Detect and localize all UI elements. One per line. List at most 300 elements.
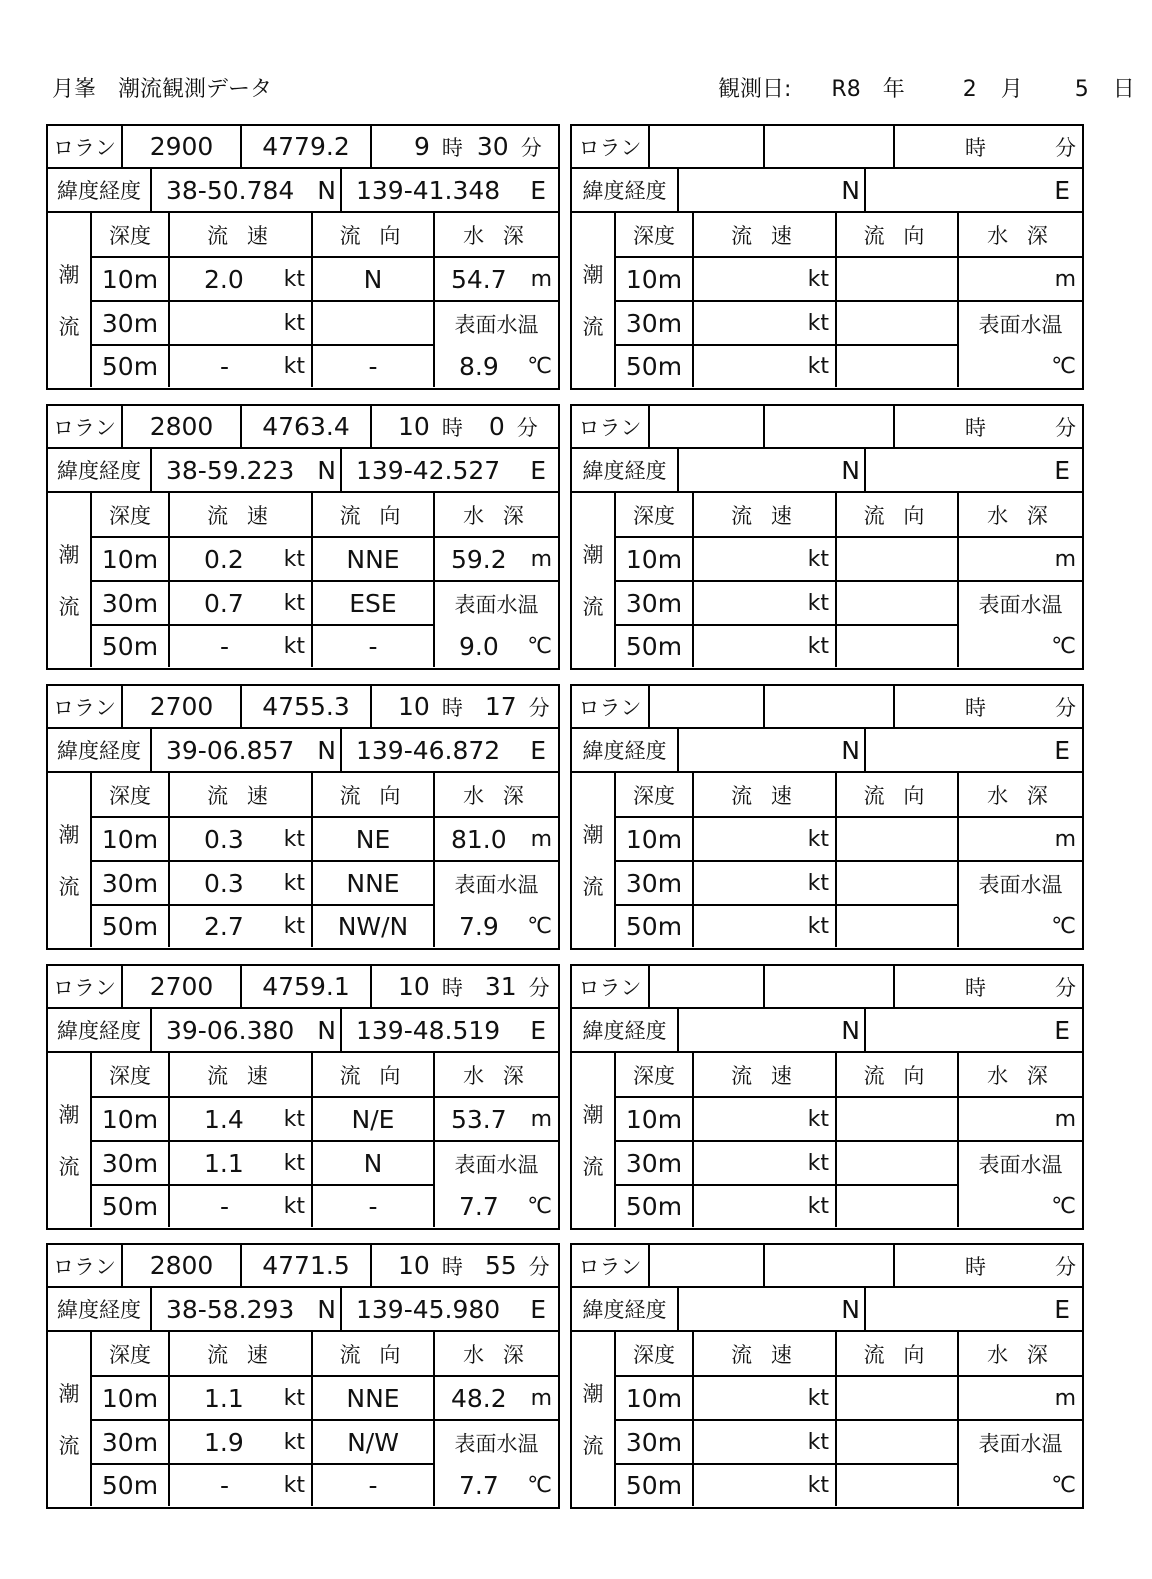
longitude-value: 139-41.348 (356, 175, 501, 205)
m-unit: m (1054, 1385, 1076, 1411)
record-card (46, 684, 560, 950)
current-grid (48, 1332, 558, 1507)
direction-header: 流 向 (837, 1053, 959, 1098)
tide-flow-label (48, 773, 92, 947)
tide-char: 潮 (58, 263, 80, 287)
m-unit: m (530, 1106, 552, 1132)
latlon-row (48, 169, 558, 213)
depth-30m: 30m (616, 862, 694, 906)
depth-10m: 10m (92, 258, 170, 302)
speed-50m-value: - (220, 1192, 230, 1221)
direction-50m (837, 346, 959, 387)
surface-temp-value: 7.7 (459, 1192, 499, 1221)
loran-a: 2800 (123, 406, 242, 447)
date-era: R8 (831, 77, 861, 102)
depth-50m: 50m (616, 626, 694, 667)
water-depth (435, 818, 558, 862)
loran-b-blank (765, 966, 895, 1007)
loran-row (572, 686, 1082, 729)
time-hour: 10 (398, 692, 430, 721)
loran-b-blank (765, 686, 895, 727)
direction-10m (837, 1377, 959, 1421)
celsius-unit: ℃ (527, 634, 552, 659)
kt-unit: kt (283, 1429, 305, 1455)
longitude (342, 1288, 558, 1330)
speed-50m-value: - (220, 1471, 230, 1500)
speed-30m-value: 1.9 (204, 1427, 244, 1457)
speed-30m (694, 582, 837, 626)
longitude (342, 449, 558, 491)
water-depth (435, 1377, 558, 1421)
minute-unit: 分 (520, 135, 542, 160)
tide-char: 潮 (582, 1103, 604, 1127)
loran-b-blank (765, 126, 895, 167)
surface-temp (435, 1465, 558, 1506)
loran-a-blank (650, 966, 765, 1007)
speed-header: 流 速 (694, 773, 837, 818)
observation-date (718, 72, 1135, 103)
latlon-row (48, 1009, 558, 1053)
celsius-unit: ℃ (1051, 354, 1076, 379)
minute-unit: 分 (528, 1254, 550, 1279)
depth-30m: 30m (92, 862, 170, 906)
north-label: N (841, 175, 860, 205)
loran-b: 4771.5 (242, 1245, 372, 1286)
surface-temp (435, 346, 558, 387)
longitude-blank (866, 729, 1082, 771)
speed-10m (170, 258, 313, 302)
depth-50m: 50m (92, 1465, 170, 1506)
surface-temp-value: 9.0 (459, 632, 499, 661)
current-grid (572, 213, 1082, 388)
time-minute: 17 (484, 692, 517, 721)
current-grid (48, 213, 558, 388)
kt-unit: kt (283, 310, 305, 336)
kt-unit: kt (283, 1385, 305, 1411)
speed-50m (170, 626, 313, 667)
latitude-value: 39-06.857 (166, 735, 295, 765)
direction-header: 流 向 (837, 493, 959, 538)
flow-char: 流 (58, 315, 80, 339)
kt-unit: kt (807, 826, 829, 852)
tide-char: 潮 (58, 543, 80, 567)
east-label: E (530, 735, 546, 765)
time-blank (895, 966, 1082, 1007)
water-depth (435, 1098, 558, 1142)
date-day-unit: 日 (1112, 77, 1135, 102)
depth-header: 深度 (616, 1332, 694, 1377)
time-minute: 31 (484, 972, 517, 1001)
date-day: 5 (1074, 77, 1089, 102)
latlon-label: 緯度経度 (48, 729, 152, 771)
loran-row (48, 126, 558, 169)
water-depth-header: 水 深 (435, 213, 558, 258)
current-grid (572, 493, 1082, 668)
kt-unit: kt (283, 634, 305, 659)
hour-unit: 時 (441, 975, 463, 1000)
water-depth-header: 水 深 (959, 773, 1082, 818)
longitude-value: 139-46.872 (356, 735, 501, 765)
north-label: N (317, 1015, 336, 1045)
speed-header: 流 速 (170, 493, 313, 538)
longitude-value: 139-48.519 (356, 1015, 501, 1045)
direction-10m: NE (313, 818, 435, 862)
direction-10m: N/E (313, 1098, 435, 1142)
water-depth-header: 水 深 (959, 493, 1082, 538)
time (372, 126, 558, 167)
north-label: N (841, 455, 860, 485)
speed-header: 流 速 (170, 1332, 313, 1377)
direction-50m: - (313, 1465, 435, 1506)
water-depth (959, 258, 1082, 302)
latlon-row (572, 169, 1082, 213)
direction-30m: N/W (313, 1421, 435, 1465)
kt-unit: kt (283, 590, 305, 616)
minute-unit: 分 (528, 695, 550, 720)
tide-flow-label (572, 1332, 616, 1506)
surface-temp-label: 表面水温 (454, 1153, 539, 1177)
direction-header: 流 向 (313, 1332, 435, 1377)
east-label: E (1054, 735, 1070, 765)
m-unit: m (1054, 266, 1076, 292)
speed-header: 流 速 (694, 1053, 837, 1098)
depth-10m: 10m (92, 1098, 170, 1142)
loran-a: 2800 (123, 1245, 242, 1286)
flow-char: 流 (582, 315, 604, 339)
latlon-label: 緯度経度 (572, 449, 679, 491)
depth-50m: 50m (616, 906, 694, 947)
celsius-unit: ℃ (1051, 1473, 1076, 1498)
direction-50m: - (313, 346, 435, 387)
depth-30m: 30m (616, 302, 694, 346)
depth-50m: 50m (92, 1186, 170, 1227)
surface-temp-label: 表面水温 (978, 593, 1063, 617)
hour-unit: 時 (965, 135, 986, 160)
latlon-label: 緯度経度 (572, 169, 679, 211)
m-unit: m (1054, 826, 1076, 852)
hour-unit: 時 (965, 975, 986, 1000)
depth-header: 深度 (92, 493, 170, 538)
longitude-blank (866, 449, 1082, 491)
latlon-row (572, 729, 1082, 773)
direction-30m (837, 582, 959, 626)
latitude-blank (679, 1288, 866, 1330)
record-card (46, 404, 560, 670)
m-unit: m (530, 826, 552, 852)
direction-header: 流 向 (837, 773, 959, 818)
north-label: N (841, 1294, 860, 1324)
kt-unit: kt (807, 1429, 829, 1455)
hour-unit: 時 (441, 695, 463, 720)
kt-unit: kt (283, 1106, 305, 1132)
water-depth-value: 59.2 (451, 544, 507, 574)
tide-char: 潮 (582, 1382, 604, 1406)
speed-30m (694, 302, 837, 346)
loran-label: ロラン (48, 686, 123, 727)
direction-10m (837, 1098, 959, 1142)
current-grid (572, 1053, 1082, 1228)
latitude (152, 1009, 342, 1051)
kt-unit: kt (283, 1473, 305, 1498)
current-grid (48, 493, 558, 668)
loran-label: ロラン (572, 406, 650, 447)
direction-10m: NNE (313, 1377, 435, 1421)
depth-header: 深度 (616, 493, 694, 538)
loran-a: 2900 (123, 126, 242, 167)
water-depth (959, 1098, 1082, 1142)
blank-record-card (570, 1243, 1084, 1509)
kt-unit: kt (807, 870, 829, 896)
speed-10m (170, 1377, 313, 1421)
water-depth (959, 818, 1082, 862)
speed-10m (694, 538, 837, 582)
loran-label: ロラン (572, 686, 650, 727)
north-label: N (317, 735, 336, 765)
surface-temp-value: 7.9 (459, 912, 499, 941)
m-unit: m (1054, 546, 1076, 572)
direction-30m: NNE (313, 862, 435, 906)
current-grid (572, 773, 1082, 948)
speed-header: 流 速 (170, 213, 313, 258)
north-label: N (317, 175, 336, 205)
kt-unit: kt (283, 914, 305, 939)
depth-50m: 50m (616, 1186, 694, 1227)
hour-unit: 時 (441, 1254, 463, 1279)
surface-temp-label: 表面水温 (454, 593, 539, 617)
kt-unit: kt (283, 546, 305, 572)
water-depth-header: 水 深 (435, 773, 558, 818)
direction-50m (837, 1186, 959, 1227)
minute-unit: 分 (1055, 975, 1076, 1000)
celsius-unit: ℃ (1051, 634, 1076, 659)
depth-30m: 30m (616, 1421, 694, 1465)
speed-50m (694, 1186, 837, 1227)
loran-row (48, 966, 558, 1009)
celsius-unit: ℃ (527, 1473, 552, 1498)
north-label: N (841, 735, 860, 765)
east-label: E (530, 455, 546, 485)
loran-label: ロラン (572, 966, 650, 1007)
depth-30m: 30m (616, 582, 694, 626)
loran-row (572, 126, 1082, 169)
kt-unit: kt (807, 914, 829, 939)
flow-char: 流 (58, 875, 80, 899)
speed-10m (170, 1098, 313, 1142)
latlon-row (48, 729, 558, 773)
m-unit: m (1054, 1106, 1076, 1132)
water-depth-value: 48.2 (451, 1383, 507, 1413)
direction-30m (837, 862, 959, 906)
depth-30m: 30m (92, 582, 170, 626)
kt-unit: kt (283, 266, 305, 292)
tide-char: 潮 (582, 823, 604, 847)
speed-50m-value: - (220, 632, 230, 661)
speed-50m-value: 2.7 (204, 912, 244, 941)
speed-10m-value: 2.0 (204, 264, 244, 294)
minute-unit: 分 (1055, 1254, 1076, 1279)
tide-char: 潮 (582, 263, 604, 287)
date-month-unit: 月 (1000, 77, 1023, 102)
minute-unit: 分 (528, 975, 550, 1000)
depth-header: 深度 (616, 213, 694, 258)
depth-50m: 50m (92, 906, 170, 947)
water-depth-header: 水 深 (959, 1332, 1082, 1377)
latitude-value: 38-58.293 (166, 1294, 295, 1324)
speed-30m-value: 0.3 (204, 868, 244, 898)
longitude (342, 1009, 558, 1051)
speed-10m-value: 0.2 (204, 544, 244, 574)
speed-10m-value: 0.3 (204, 824, 244, 854)
water-depth-header: 水 深 (435, 1332, 558, 1377)
speed-30m (694, 1421, 837, 1465)
hour-unit: 時 (441, 135, 463, 160)
longitude-value: 139-45.980 (356, 1294, 501, 1324)
time-minute: 55 (484, 1251, 517, 1280)
speed-header: 流 速 (694, 1332, 837, 1377)
time (372, 406, 558, 447)
depth-50m: 50m (616, 346, 694, 387)
water-depth-header: 水 深 (435, 493, 558, 538)
direction-30m: ESE (313, 582, 435, 626)
speed-50m-value: - (220, 352, 230, 381)
tide-char: 潮 (58, 1382, 80, 1406)
tide-char: 潮 (58, 823, 80, 847)
speed-10m (694, 1098, 837, 1142)
kt-unit: kt (283, 870, 305, 896)
time-hour: 10 (398, 1251, 430, 1280)
m-unit: m (530, 1385, 552, 1411)
surface-temp (959, 1465, 1082, 1506)
speed-30m (170, 582, 313, 626)
latitude-blank (679, 169, 866, 211)
surface-temp (959, 346, 1082, 387)
flow-char: 流 (58, 1434, 80, 1458)
latitude (152, 449, 342, 491)
north-label: N (317, 455, 336, 485)
tide-flow-label (572, 213, 616, 387)
celsius-unit: ℃ (527, 1194, 552, 1219)
depth-30m: 30m (92, 1142, 170, 1186)
direction-50m (837, 906, 959, 947)
east-label: E (530, 175, 546, 205)
latlon-label: 緯度経度 (48, 169, 152, 211)
celsius-unit: ℃ (527, 354, 552, 379)
time-blank (895, 686, 1082, 727)
hour-unit: 時 (965, 1254, 986, 1279)
record-card (46, 1243, 560, 1509)
depth-10m: 10m (616, 1098, 694, 1142)
speed-30m (170, 302, 313, 346)
kt-unit: kt (807, 1473, 829, 1498)
page-title: 月峯 潮流観測データ (52, 77, 273, 102)
loran-a-blank (650, 1245, 765, 1286)
time-blank (895, 1245, 1082, 1286)
speed-10m-value: 1.4 (204, 1104, 244, 1134)
kt-unit: kt (807, 1385, 829, 1411)
time-minute: 0 (488, 412, 505, 441)
north-label: N (317, 1294, 336, 1324)
direction-header: 流 向 (313, 213, 435, 258)
kt-unit: kt (807, 354, 829, 379)
direction-10m: NNE (313, 538, 435, 582)
depth-50m: 50m (92, 626, 170, 667)
loran-label: ロラン (572, 126, 650, 167)
depth-30m: 30m (616, 1142, 694, 1186)
depth-10m: 10m (616, 818, 694, 862)
kt-unit: kt (807, 634, 829, 659)
speed-header: 流 速 (694, 213, 837, 258)
surface-temp-label: 表面水温 (978, 873, 1063, 897)
direction-30m: N (313, 1142, 435, 1186)
speed-50m (694, 626, 837, 667)
depth-50m: 50m (616, 1465, 694, 1506)
direction-50m (837, 1465, 959, 1506)
speed-50m (170, 906, 313, 947)
depth-50m: 50m (92, 346, 170, 387)
minute-unit: 分 (516, 415, 538, 440)
east-label: E (530, 1294, 546, 1324)
surface-temp-label: 表面水温 (454, 873, 539, 897)
speed-30m (170, 1421, 313, 1465)
latlon-row (572, 1009, 1082, 1053)
depth-10m: 10m (616, 538, 694, 582)
latlon-label: 緯度経度 (572, 729, 679, 771)
date-year-unit: 年 (882, 77, 905, 102)
direction-50m (837, 626, 959, 667)
direction-50m: - (313, 626, 435, 667)
tide-flow-label (48, 1053, 92, 1227)
kt-unit: kt (807, 310, 829, 336)
loran-label: ロラン (48, 1245, 123, 1286)
surface-temp-label: 表面水温 (978, 313, 1063, 337)
latitude (152, 169, 342, 211)
loran-row (572, 966, 1082, 1009)
latlon-row (48, 1288, 558, 1332)
tide-flow-label (48, 1332, 92, 1506)
longitude (342, 729, 558, 771)
tide-flow-label (572, 1053, 616, 1227)
surface-temp-value: 7.7 (459, 1471, 499, 1500)
water-depth (435, 538, 558, 582)
direction-50m: NW/N (313, 906, 435, 947)
water-depth-header: 水 深 (959, 213, 1082, 258)
kt-unit: kt (283, 1194, 305, 1219)
current-grid (48, 773, 558, 948)
flow-char: 流 (582, 1434, 604, 1458)
celsius-unit: ℃ (527, 914, 552, 939)
hour-unit: 時 (965, 415, 986, 440)
speed-50m (694, 346, 837, 387)
direction-header: 流 向 (837, 1332, 959, 1377)
surface-temp (959, 906, 1082, 947)
longitude-value: 139-42.527 (356, 455, 501, 485)
latitude (152, 729, 342, 771)
water-depth (959, 538, 1082, 582)
direction-30m (313, 302, 435, 346)
flow-char: 流 (582, 875, 604, 899)
loran-label: ロラン (48, 126, 123, 167)
depth-header: 深度 (92, 1332, 170, 1377)
kt-unit: kt (807, 1194, 829, 1219)
kt-unit: kt (807, 1150, 829, 1176)
latitude-value: 38-50.784 (166, 175, 295, 205)
latitude (152, 1288, 342, 1330)
loran-b: 4759.1 (242, 966, 372, 1007)
loran-b-blank (765, 1245, 895, 1286)
kt-unit: kt (283, 354, 305, 379)
direction-10m (837, 258, 959, 302)
direction-30m (837, 1421, 959, 1465)
